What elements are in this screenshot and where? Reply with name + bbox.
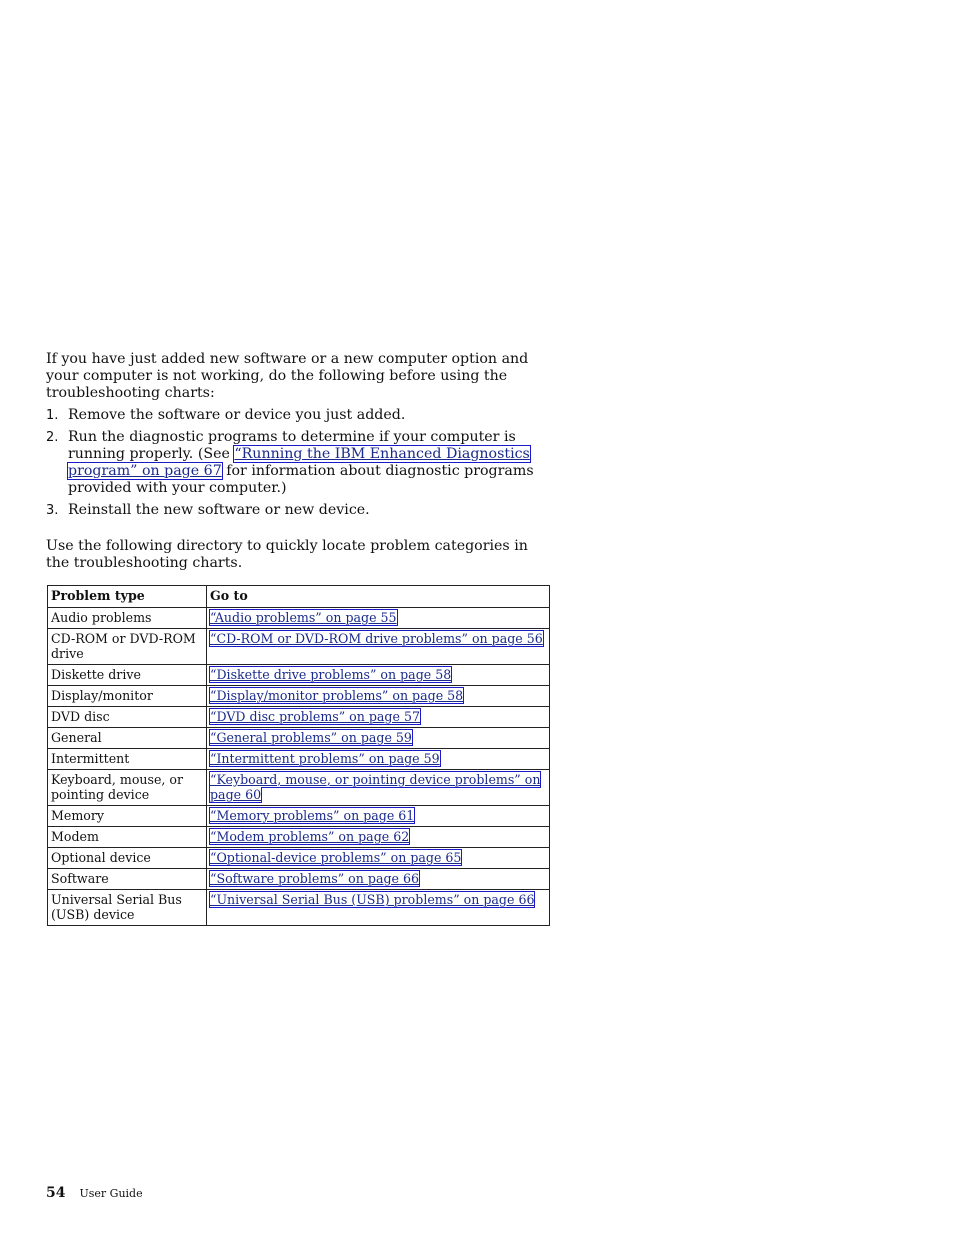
go-to-link[interactable]: “Modem problems” on page 62 [210,829,410,844]
diagnostics-link[interactable]: “Running the IBM Enhanced Diagnostics program” on page 67 [68,446,530,479]
step-number: 1. [46,408,59,423]
table-row [48,728,550,749]
go-to-cell [207,728,550,749]
problem-type-cell: Audio problems [48,608,207,629]
go-to-link[interactable]: “CD-ROM or DVD-ROM drive problems” on page 56 [210,631,543,646]
go-to-cell [207,848,550,869]
go-to-cell [207,806,550,827]
list-item [46,429,536,497]
list-item [46,407,536,424]
problem-type-cell: Software [48,869,207,890]
step-text: Remove the software or device you just added. [68,407,406,423]
go-to-cell [207,770,550,806]
go-to-link[interactable]: “Display/monitor problems” on page 58 [210,688,464,703]
table-row [48,806,550,827]
go-to-cell [207,686,550,707]
table-row [48,665,550,686]
go-to-cell [207,665,550,686]
problem-directory-table [47,585,550,926]
table-row [48,608,550,629]
problem-type-cell: General [48,728,207,749]
go-to-link[interactable]: “General problems” on page 59 [210,730,412,745]
problem-type-cell: CD-ROM or DVD-ROM drive [48,629,207,665]
go-to-link[interactable]: “Memory problems” on page 61 [210,808,415,823]
intro-paragraph: If you have just added new software or a new computer option and your computer is not working, do the following before using the troubleshooting charts: [46,351,529,401]
step-number: 2. [46,430,59,445]
problem-type-cell: Display/monitor [48,686,207,707]
table-row [48,770,550,806]
directory-paragraph: Use the following directory to quickly locate problem categories in the troubleshooting charts. [46,538,528,571]
go-to-link[interactable]: “Audio problems” on page 55 [210,610,397,625]
go-to-link[interactable]: “Software problems” on page 66 [210,871,419,886]
go-to-link[interactable]: “Keyboard, mouse, or pointing device problems” on page 60 [210,772,541,802]
table-row [48,848,550,869]
go-to-cell [207,608,550,629]
go-to-link[interactable]: “Diskette drive problems” on page 58 [210,667,452,682]
step-number: 3. [46,503,59,518]
steps-list [46,407,536,519]
problem-type-cell: Memory [48,806,207,827]
go-to-cell [207,827,550,848]
go-to-cell [207,890,550,926]
page-footer [46,1182,143,1201]
go-to-link[interactable]: “Optional-device problems” on page 65 [210,850,462,865]
step-text: Reinstall the new software or new device. [68,502,370,518]
problem-type-cell: DVD disc [48,707,207,728]
table-row [48,707,550,728]
table-row [48,869,550,890]
table-row [48,749,550,770]
document-title: User Guide [79,1187,143,1200]
table-row [48,890,550,926]
step-text-post: for information about diagnostic programs provided with your computer.) [68,463,534,496]
problem-type-cell: Universal Serial Bus (USB) device [48,890,207,926]
table-row [48,827,550,848]
table-row [48,686,550,707]
go-to-link[interactable]: “Universal Serial Bus (USB) problems” on page 66 [210,892,535,907]
problem-type-cell: Keyboard, mouse, or pointing device [48,770,207,806]
header-problem-type: Problem type [48,586,207,608]
header-go-to: Go to [207,586,550,608]
table-header-row [48,586,550,608]
problem-type-cell: Optional device [48,848,207,869]
list-item [46,502,536,519]
go-to-cell [207,707,550,728]
page-number: 54 [46,1185,66,1201]
go-to-link[interactable]: “Intermittent problems” on page 59 [210,751,440,766]
problem-type-cell: Diskette drive [48,665,207,686]
problem-type-cell: Intermittent [48,749,207,770]
go-to-link[interactable]: “DVD disc problems” on page 57 [210,709,420,724]
go-to-cell [207,749,550,770]
go-to-cell [207,629,550,665]
table-row [48,629,550,665]
go-to-cell [207,869,550,890]
problem-type-cell: Modem [48,827,207,848]
step-text-pre: Run the diagnostic programs to determine if your computer is running properly. (See [68,429,516,462]
